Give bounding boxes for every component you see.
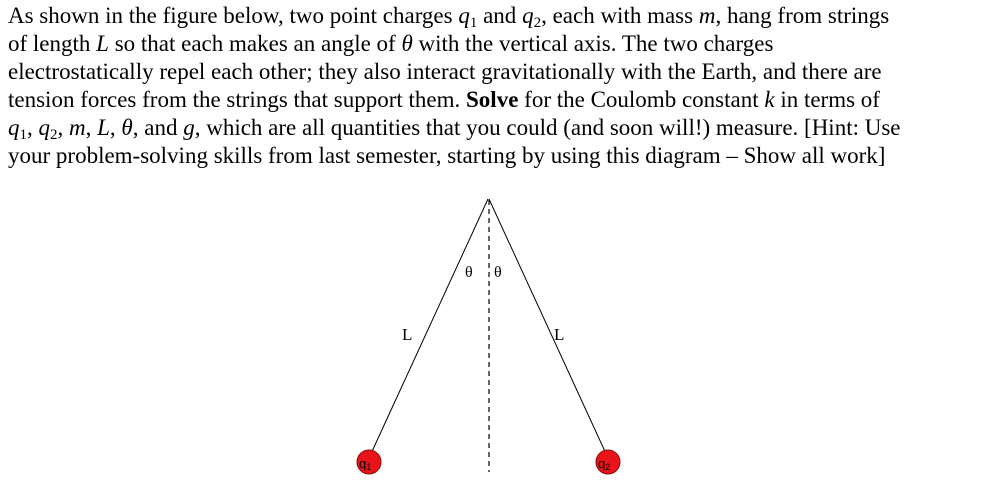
angle-label-right: θ [494,264,502,281]
charge-q1 [357,450,381,474]
charge-q1-letter: q [359,456,367,471]
angle-label-left: θ [465,264,473,281]
charge-q2-sub: 2 [605,462,611,472]
charge-q2-letter: q [598,456,606,471]
string-left [369,199,488,458]
string-label-right: L [554,325,565,344]
problem-statement: As shown in the figure below, two point charges $q_1$ and $q_2$, each with mass m, hang from strings of length L so that each makes an angle of θ with the vertical axis. The two charges electrostatically repel each other; they also interact gravitationally with the Earth, and there are tension forces from the strings that support them. Solve for the Coulomb constant k in terms of $q_1$, $q_2$, m, L, θ, and g, which are all quantities that you could (and soon will!) measure. [Hint: Use your problem-solving skills from last semester, starting by using this diagram – Show all work] [8,3,901,168]
string-right [489,199,608,458]
string-label-left: L [402,325,413,344]
solve-keyword: Solve [466,87,519,112]
charge-q1-sub: 1 [366,462,372,472]
charge-q2 [596,450,620,474]
